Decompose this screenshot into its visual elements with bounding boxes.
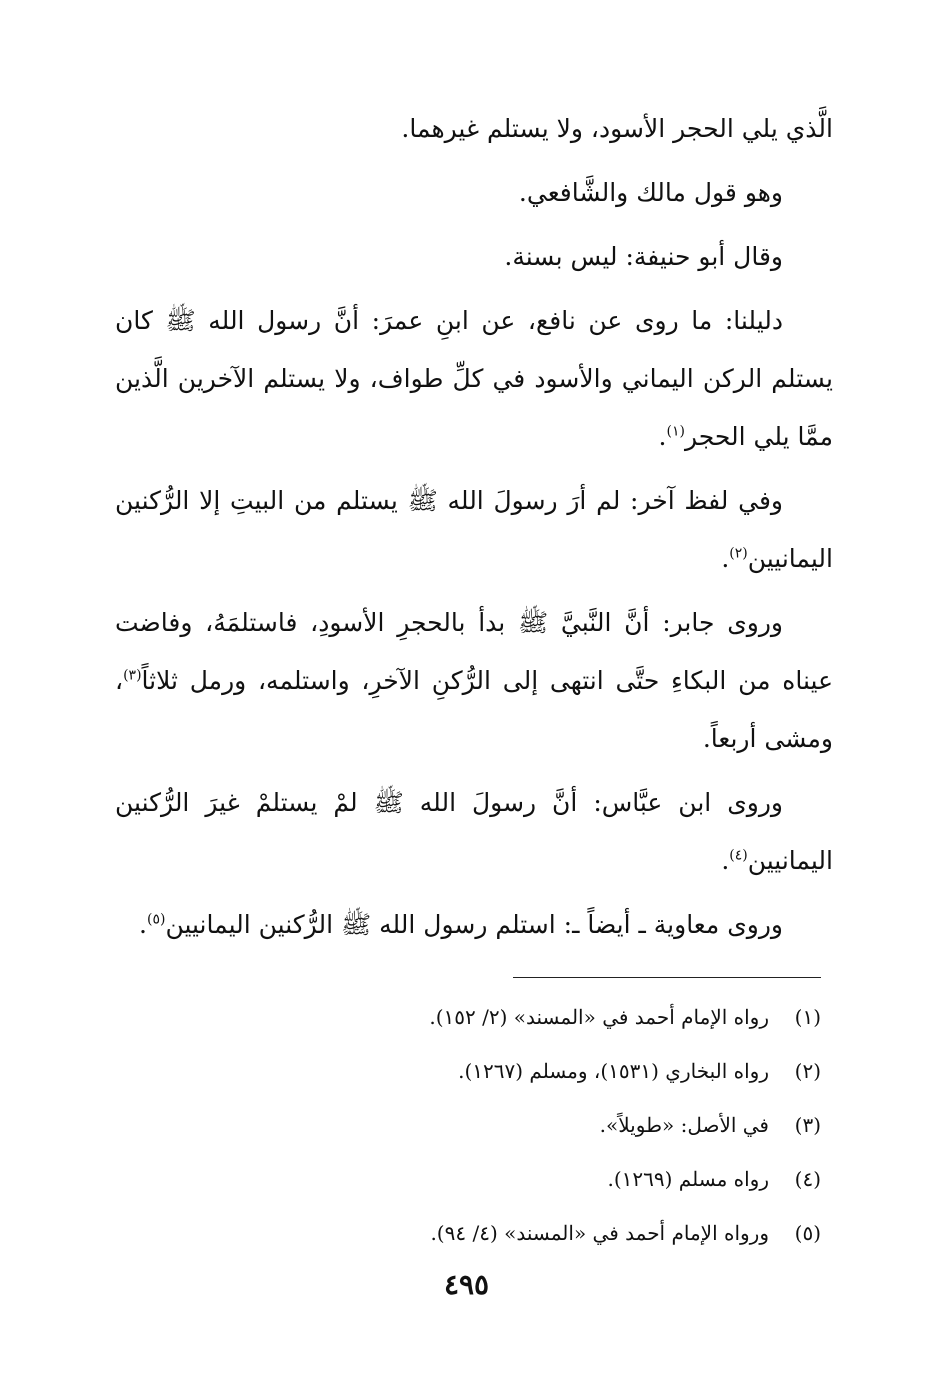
paragraph-3: وقال أبو حنيفة: ليس بسنة. [504, 242, 783, 271]
footnote-text: في الأصل: «طويلاً». [599, 1113, 769, 1137]
paragraph-1: الَّذي يلي الحجر الأسود، ولا يستلم غيرهما. [401, 114, 833, 143]
footnote-5 [200, 1206, 821, 1260]
footnote-ref-1: (١) [666, 423, 685, 440]
footnote-number: (١) [794, 1005, 821, 1029]
footnote-number: (٥) [794, 1221, 821, 1245]
footnote-3 [200, 1098, 821, 1152]
footnote-text: رواه البخاري (١٥٣١)، ومسلم (١٢٦٧). [458, 1059, 769, 1083]
footnote-ref-5: (٥) [146, 911, 166, 928]
footnote-number: (٤) [794, 1167, 821, 1191]
footnote-text: ورواه الإمام أحمد في «المسند» (٤/ ٩٤). [430, 1221, 769, 1245]
paragraph-4: دليلنا: ما روى عن نافع، عن ابنِ عمرَ: أنَّ رسول الله ﷺ كان يستلم الركن اليماني والأسود في كلِّ طواف، ولا يستلم الآخرين الَّذين ممَّا يلي الحجر$^{(١)}$. [115, 306, 833, 451]
footnote-number: (٢) [794, 1059, 821, 1083]
paragraph-6: وروى جابر: أنَّ النَّبيَّ ﷺ بدأ بالحجرِ الأسودِ، فاستلمَهُ، وفاضت عيناه من البكاءِ حتَّى انتهى إلى الرُّكنِ الآخرِ، واستلمه، ورمل ثلاثاً$^{(٣)}$، ومشى أربعاً. [115, 608, 833, 753]
footnote-separator [513, 977, 821, 978]
paragraph-2: وهو قول مالك والشَّافعي. [518, 178, 783, 207]
footnote-text: رواه مسلم (١٢٦٩). [607, 1167, 769, 1191]
footnote-2 [200, 1044, 821, 1098]
page-number: ٤٩٥ [443, 1268, 490, 1301]
paragraph-5: وفي لفظ آخر: لم أرَ رسولَ الله ﷺ يستلم من البيتِ إلا الرُّكنين اليمانيين$^{(٢)}$. [115, 486, 833, 573]
footnote-ref-3: (٣) [123, 667, 142, 684]
footnote-ref-2: (٢) [729, 545, 748, 562]
paragraph-7: وروى ابن عبَّاس: أنَّ رسولَ الله ﷺ لمْ يستلمْ غيرَ الرُّكنين اليمانيين$^{(٤)}$. [115, 788, 833, 875]
footnotes [200, 990, 821, 1260]
footnote-number: (٣) [794, 1113, 821, 1137]
main-text [115, 100, 833, 960]
footnote-1 [200, 990, 821, 1044]
paragraph-8: وروى معاوية ـ أيضاً ـ: استلم رسول الله ﷺ الرُّكنين اليمانيين$^{(٥)}$. [139, 910, 783, 939]
footnote-4 [200, 1152, 821, 1206]
footnote-ref-4: (٤) [729, 847, 748, 864]
footnote-text: رواه الإمام أحمد في «المسند» (٢/ ١٥٢). [429, 1005, 769, 1029]
